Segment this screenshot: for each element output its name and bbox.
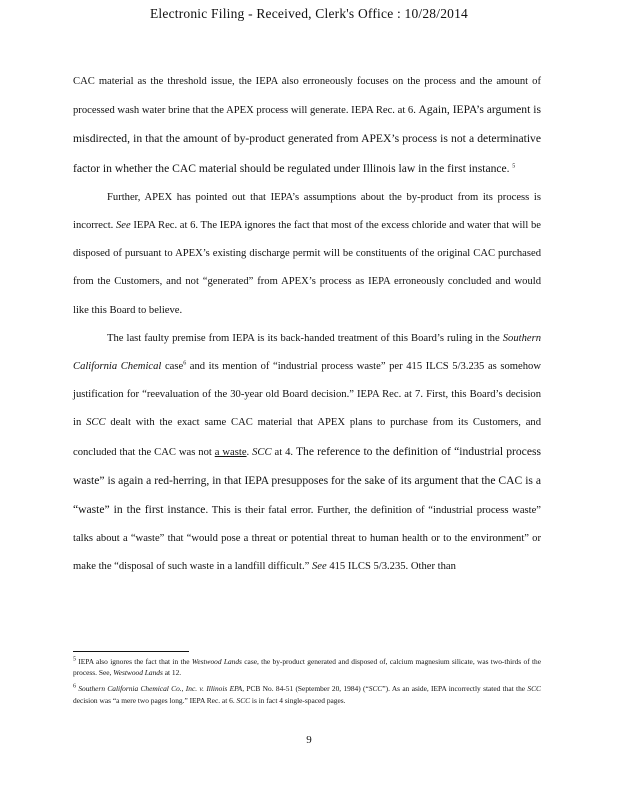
paragraph-3-text-b: case — [161, 361, 184, 373]
paragraph-2-text-b: IEPA Rec. at 6. The IEPA ignores the fact that most of the excess chloride and water that will be disposed of pursuant to APEX’s existing discharge permit will be constituents of the original CAC purchased from the Customers, and not “generated” from APEX’s process as IEPA erroneously concluded and would like this Board to believe. — [73, 220, 541, 316]
paragraph-3 — [73, 325, 541, 582]
page-number: 9 — [306, 734, 312, 746]
footnote-5 — [73, 656, 541, 678]
paragraph-1-emphasis-text: Again, IEPA’s argument is misdirected, in that the amount of by-product generated from APEX’s process is not a determinative factor in whether the CAC material should be regulated under Illinois law in the first instance. — [73, 103, 541, 175]
see-signal-2: See — [311, 561, 327, 573]
paragraph-3-emphasis-text: The reference to the definition of “industrial process waste” is again a red-herring, in that IEPA presupposes for the sake of its argument that the CAC is a “waste” in the first instance. — [73, 444, 541, 517]
paragraph-3-text-f: at 4. — [271, 446, 296, 458]
footnote-5-case-name: Westwood Lands — [191, 657, 242, 666]
footnote-number-5: 5 — [73, 656, 76, 663]
paragraph-2-text-a: Further, APEX has pointed out that IEPA’s assumptions about the by-product from its process is incorrect. — [73, 191, 541, 232]
paragraph-2 — [73, 184, 541, 325]
paragraph-1 — [73, 68, 541, 184]
footnote-6-scc-3: SCC — [236, 695, 251, 705]
case-abbrev-scc-2: SCC — [252, 446, 272, 458]
footnote-ref-6[interactable]: 6 — [183, 360, 187, 367]
footnote-6-case-name: Southern California Chemical Co., Inc. v. Illinois EPA — [78, 684, 243, 694]
footnote-5-text-a: IEPA also ignores the fact that in the — [76, 657, 192, 666]
footnote-6-scc: SCC — [368, 684, 383, 694]
see-signal: See — [115, 220, 131, 232]
paragraph-3-text-h: 415 ILCS 5/3.235. Other than — [326, 561, 456, 573]
footnote-number-6: 6 — [73, 683, 76, 690]
footnote-6-text-c: decision was “a mere two pages long.” IEPA Rec. at 6. — [73, 695, 237, 705]
paragraph-3-text-d: dealt with the exact same CAC material that APEX plans to purchase from its Customers, and concluded that the CAC was not — [73, 417, 542, 458]
footnote-6-scc-2: SCC — [527, 684, 541, 694]
footnote-divider — [73, 651, 189, 652]
paragraph-3-text-e: . — [246, 446, 253, 458]
case-name-southern-california-chemical: Southern California Chemical — [73, 332, 541, 373]
footnote-6-text-b: ”). As an aside, IEPA incorrectly stated that the — [382, 684, 528, 694]
footnote-5-text-b: case, the by-product generated and disposed of, calcium magnesium silicate, was two-thirds of the process. See, — [73, 657, 542, 678]
paragraph-1-text: CAC material as the threshold issue, the IEPA also erroneously focuses on the process and the amount of processed wash water brine that the APEX process will generate. IEPA Rec. at 6. — [73, 76, 541, 117]
footnote-5-case-name-2: Westwood Lands — [113, 668, 163, 678]
body-text — [73, 68, 541, 582]
footnote-6-text-a: , PCB No. 84-51 (September 20, 1984) (“ — [242, 684, 369, 694]
filing-header: Electronic Filing - Received, Clerk's Office : 10/28/2014 — [149, 6, 468, 21]
footnote-5-text-c: at 12. — [162, 668, 182, 678]
case-abbrev-scc: SCC — [86, 417, 106, 429]
footnotes — [73, 656, 541, 711]
footnote-6-text-d: is in fact 4 single-spaced pages. — [250, 695, 346, 705]
paragraph-3-text-a: The last faulty premise from IEPA is its back-handed treatment of this Board’s ruling in the — [107, 332, 503, 344]
footnote-6 — [73, 683, 541, 705]
underlined-a-waste: a waste — [214, 446, 247, 458]
paragraph-3-text-g: This is their fatal error. Further, the definition of “industrial process waste” talks about a “waste” that “would pose a threat or potential threat to human health or to the environment” or make the “disposal of such waste in a landfill difficult.” — [73, 505, 542, 573]
footnote-ref-5[interactable]: 5 — [512, 163, 516, 170]
paragraph-3-text-c: and its mention of “industrial process waste” per 415 ILCS 5/3.235 as somehow justification for “reevaluation of the 30-year old Board decision.” IEPA Rec. at 7. First, this Board’s decision in — [73, 361, 541, 429]
